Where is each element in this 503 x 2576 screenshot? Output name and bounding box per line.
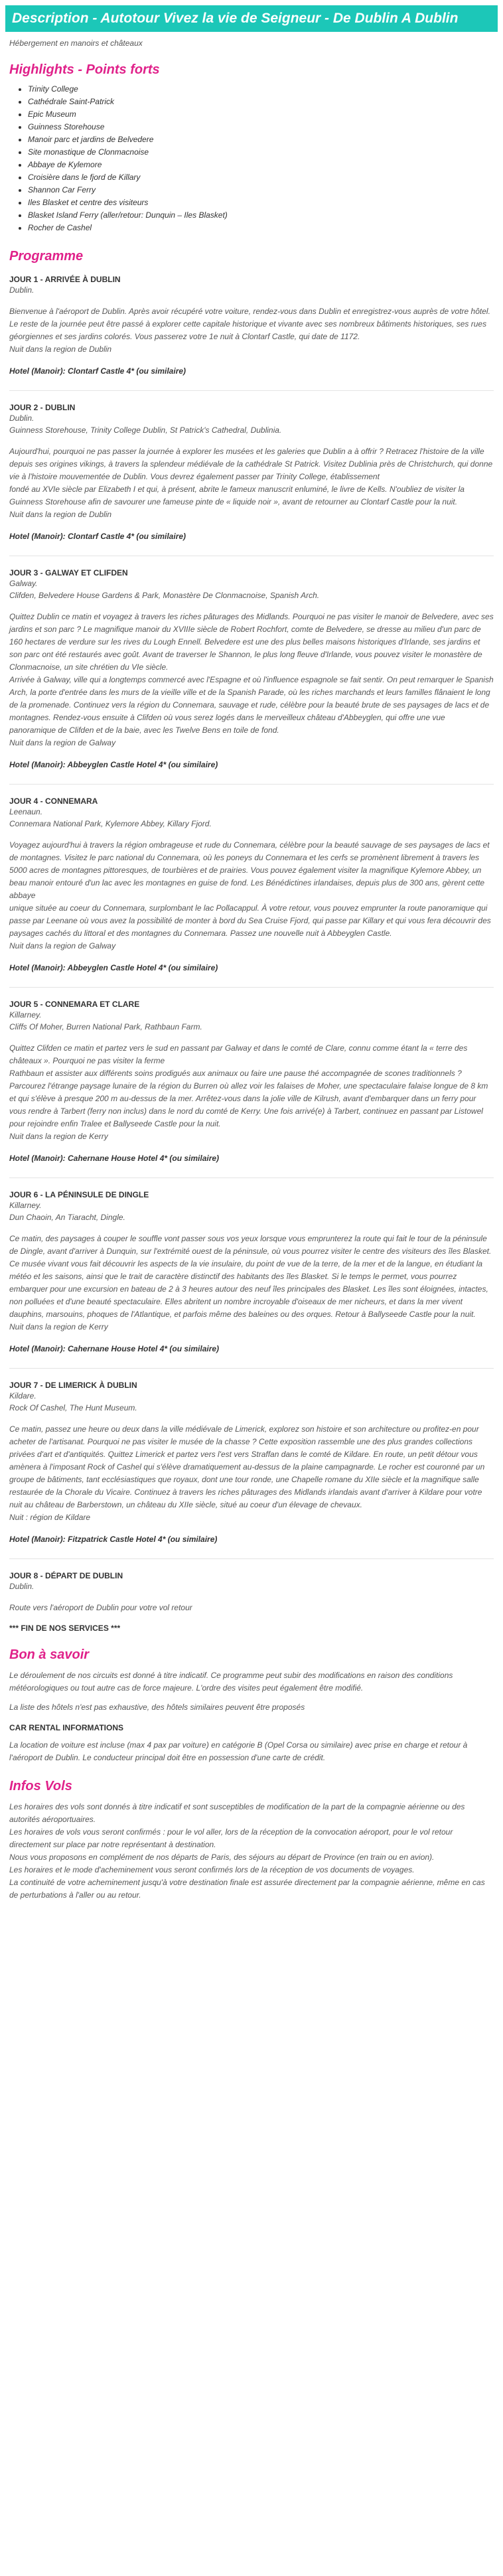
day-description: Bienvenue à l'aéroport de Dublin. Après avoir récupéré votre voiture, rendez-vous dans Dublin et enregistrez-vous auprès de votre hôtel. Le reste de la journée peut être passé à explorer cette capitale historique et vivante avec ses nombreux bâtiments historiques, ses rues géorgiennes et ses jardins colorés. Vous passerez votre 1e nuit à Clontarf Castle, qui date de 1172. Nuit dans la region de Dublin	[9, 307, 490, 354]
day-description: Ce matin, des paysages à couper le souffle vont passer sous vos yeux lorsque vous emprunterez la route qui fait le tour de la péninsule de Dingle, avant d'arriver à Dunquin, sur l'extrémité ouest de la péninsule, où vous pourrez visiter le centre des visiteurs des îles Blasket. Ce musée vivant vous fait découvrir les aspects de la vie insulaire, du point de vue de la terre, de la mer et de la langue, en étudiant la météo et les saisons, ainsi que le trait de caractère distinctif des habitants des îles Blasket. Si le temps le permet, vous pourrez embarquer pour une excursion en bateau de 2 à 3 heures autour des neuf îles principales des Blasket. Les îles sont éloignées, intactes, non polluées et d'une beauté spectaculaire. Elles abritent un nombre incroyable d'oiseaux de mer nicheurs, et dans la mer vivent dauphins, marsouins, phoques de l'Atlantique, et parfois même des baleines ou des orques. Retour à Ballyseede Castle pour la nuit. Nuit dans la region de Kerry	[9, 1234, 492, 1331]
highlight-item: • Blasket Island Ferry (aller/retour: Dunquin – Iles Blasket)	[28, 209, 494, 222]
highlight-item: • Rocher de Cashel	[28, 222, 494, 234]
highlight-item: • Site monastique de Clonmacnoise	[28, 146, 494, 159]
day-title: JOUR 8 - DÉPART DE DUBLIN	[9, 1571, 123, 1580]
highlight-item: • Cathédrale Saint-Patrick	[28, 96, 494, 108]
highlight-item: • Croisière dans le fjord de Killary	[28, 171, 494, 184]
day-description: Quittez Dublin ce matin et voyagez à travers les riches pâturages des Midlands. Pourquoi ne pas visiter le manoir de Belvedere, avec ses jardins et son parc ? Le magnifique manoir du XVIIIe siècle de Robert Rochfort, comte de Belvedere, se dresse au milieu d'un parc de 160 hectares de verdure sur les rives du Lough Ennell. Belvedere est une des plus belles maisons historiques d'Irlande, ses jardins et son parc ont été restaurés avec goût. Avant de traverser le Shannon, le plus long fleuve d'Irlande, vous pouvez visiter le monastère de Clonmacnoise, un site chrétien du VIe siècle. Arrivée à Galway, ville qui a longtemps commercé avec l'Espagne et où l'influence espagnole se fait sentir. On peut remarquer le Spanish Arch, la porte d'entrée dans les murs de la vieille ville et de la Spanish Parade, où les riches marchands et leurs familles flânaient le long de la promenade. Continuez vers la région du Connemara, sauvage et rude, célèbre pour la beauté brute de ses paysages de lacs et de montagnes. Rendez-vous ensuite à Clifden où vous serez logés dans le merveilleux château d'Abbeyglen, qui offre une vue panoramique de Clifden et de la baie, avec les Twelve Bens en toile de fond. Nuit dans la region de Galway	[9, 612, 494, 747]
day-description: Aujourd'hui, pourquoi ne pas passer la journée à explorer les musées et les galeries que Dublin a à offrir ? Retracez l'histoire de la ville depuis ses origines vikings, à travers la splendeur médiévale de la cathédrale St Patrick. Visitez Dublinia près de Christchurch, qui donne vie à l'histoire mouvementée de Dublin. Vous devrez également passer par Trinity College, établissement fondé au XVIe siècle par Elizabeth I et qui, à présent, abrite le fameux manuscrit enluminé, le livre de Kells. N'oubliez de visiter la Guinness Storehouse afin de savourer une fameuse pinte de « liquide noir », avant de retourner au Clontarf Castle pour la nuit. Nuit dans la region de Dublin	[9, 447, 493, 519]
day-title: JOUR 6 - LA PÉNINSULE DE DINGLE	[9, 1190, 149, 1199]
car-rental-text: La location de voiture est incluse (max 4 pax par voiture) en catégorie B (Opel Corsa ou similaire) avec prise en charge et retour à l'aéroport de Dublin. Le conducteur principal doit être en possession d'une carte de crédit.	[9, 1740, 468, 1762]
divider	[9, 987, 494, 988]
day-description: Voyagez aujourd'hui à travers la région ombrageuse et rude du Connemara, célèbre pour la beauté sauvage de ses paysages de lacs et de montagnes. Visitez le parc national du Connemara, où les poneys du Connemara et les cerfs se promènent librement à travers les 5000 acres de montagnes pittoresques, de tourbières et de prairies. Vous pouvez également visiter la magnifique Kylemore Abbey, un beau manoir entouré d'un lac avec les montagnes en guise de fond. Les Bénédictines irlandaises, depuis plus de 300 ans, gèrent cette abbaye unique située au coeur du Connemara, surplombant le lac Pollacappul. À votre retour, vous pouvez emprunter la route panoramique qui passe par Leenane où vous avez la possibilité de monter à bord du Sea Cruise Fjord, qui passe par Killary et qui vous fera découvrir des paysages cachés du littoral et des montagnes du Connemara. Passez une nouvelle nuit à Abbeyglen Castle. Nuit dans la region de Galway	[9, 840, 491, 950]
day-hotel: Hotel (Manoir): Cahernane House Hotel 4* (ou similaire)	[9, 1154, 220, 1163]
day-description: Route vers l'aéroport de Dublin pour votre vol retour	[9, 1603, 192, 1612]
day-sites: Clifden, Belvedere House Gardens & Park, Monastère De Clonmacnoise, Spanish Arch.	[9, 591, 320, 600]
divider	[9, 1177, 494, 1178]
highlights-list	[9, 83, 494, 234]
day-hotel: Hotel (Manoir): Clontarf Castle 4* (ou similaire)	[9, 532, 186, 541]
highlight-item: • Manoir parc et jardins de Belvedere	[28, 133, 494, 146]
day-sites: Connemara National Park, Kylemore Abbey, Killary Fjord.	[9, 819, 212, 828]
day-title: JOUR 5 - CONNEMARA ET CLARE	[9, 1000, 140, 1009]
day-title: JOUR 3 - GALWAY ET CLIFDEN	[9, 568, 128, 577]
day-city: Killarney.	[9, 1201, 42, 1210]
day-title: JOUR 2 - DUBLIN	[9, 403, 76, 412]
day-city: Kildare.	[9, 1391, 36, 1401]
highlight-item: • Abbaye de Kylemore	[28, 159, 494, 171]
document-page	[0, 5, 503, 1915]
good-to-know-paragraph: La liste des hôtels n'est pas exhaustive, des hôtels similaires peuvent être proposés	[9, 1703, 305, 1712]
day-city: Dublin.	[9, 1582, 35, 1591]
day-hotel: Hotel (Manoir): Clontarf Castle 4* (ou similaire)	[9, 366, 186, 376]
day-hotel: Hotel (Manoir): Cahernane House Hotel 4* (ou similaire)	[9, 1344, 220, 1353]
day-section	[9, 568, 494, 769]
day-section	[9, 1190, 494, 1353]
day-description: Quittez Clifden ce matin et partez vers le sud en passant par Galway et dans le comté de Clare, connu comme étant la « terre des châteaux ». Pourquoi ne pas visiter la ferme Rathbaun et assister aux différents soins prodigués aux animaux ou faire une pause thé accompagnée de scones traditionnels ? Parcourez l'étrange paysage lunaire de la région du Burren où allez voir les falaises de Moher, une spectaculaire falaise longue de 8 km et qui s'élève à presque 200 m au-dessus de la mer. Arrêtez-vous dans la jolie ville de Kilrush, avant d'embarquer dans un ferry pour vous rendre à Tarbert (ferry non inclus) dans le nord du comté de Kerry. Une fois arrivé(e) à Tarbert, continuez en passant par Listowel pour rejoindre enfin Tralee et Ballyseede Castle pour la nuit. Nuit dans la region de Kerry	[9, 1043, 488, 1141]
highlight-item: • Shannon Car Ferry	[28, 184, 494, 196]
day-hotel: Hotel (Manoir): Abbeyglen Castle Hotel 4* (ou similaire)	[9, 963, 218, 972]
highlight-item: • Guinness Storehouse	[28, 121, 494, 133]
day-sites: Cliffs Of Moher, Burren National Park, Rathbaun Farm.	[9, 1022, 202, 1031]
day-section	[9, 403, 494, 541]
day-sites: Rock Of Cashel, The Hunt Museum.	[9, 1403, 137, 1412]
day-section	[9, 1381, 494, 1544]
flight-info-heading: Infos Vols	[9, 1779, 72, 1793]
day-title: JOUR 4 - CONNEMARA	[9, 796, 98, 806]
car-rental-heading: CAR RENTAL INFORMATIONS	[9, 1723, 123, 1732]
divider	[9, 784, 494, 785]
good-to-know-paragraph: Le déroulement de nos circuits est donné à titre indicatif. Ce programme peut subir des modifications en raison des conditions météorologiques ou tout autre cas de force majeure. L'ordre des visites peut également être modifié.	[9, 1671, 453, 1693]
day-hotel: Hotel (Manoir): Fitzpatrick Castle Hotel 4* (ou similaire)	[9, 1535, 218, 1544]
program-heading: Programme	[9, 249, 84, 264]
day-section	[9, 275, 494, 376]
divider	[9, 1558, 494, 1559]
day-section	[9, 1000, 494, 1163]
highlight-item: • Iles Blasket et centre des visiteurs	[28, 196, 494, 209]
day-city: Dublin.	[9, 285, 35, 295]
page-subtitle: Hébergement en manoirs et châteaux	[9, 38, 143, 48]
day-sites: Guinness Storehouse, Trinity College Dublin, St Patrick's Cathedral, Dublinia.	[9, 425, 282, 435]
good-to-know-heading: Bon à savoir	[9, 1647, 90, 1662]
day-description: Ce matin, passez une heure ou deux dans la ville médiévale de Limerick, explorez son histoire et son architecture ou profitez-en pour acheter de l'artisanat. Pourquoi ne pas visiter le musée de la chasse ? Cette exposition rassemble une des plus grandes collections privées d'art et d'antiquités. Quittez Limerick et partez vers l'est vers Straffan dans le comté de Kildare. En route, un petit détour vous amènera à l'imposant Rock of Cashel qui s'élève dramatiquement au-dessus de la plaine campagnarde. Le rocher est couronné par un groupe de bâtiments, tant ecclésiastiques que royaux, dont une tour ronde, une Chapelle romane du XIIe siècle et la magnifique salle restaurée de la Chorale du Vicaire. Continuez à travers les riches pâturages des Midlands irlandais avant d'arriver à Kildare pour votre nuit au château de Barberstown, un château du XIIe siècle, situé au coeur d'un élevage de chevaux. Nuit : région de Kildare	[9, 1424, 485, 1522]
highlight-item: • Trinity College	[28, 83, 494, 96]
page-title: Description - Autotour Vivez la vie de Seigneur - De Dublin A Dublin	[5, 5, 498, 32]
day-hotel: Hotel (Manoir): Abbeyglen Castle Hotel 4* (ou similaire)	[9, 760, 218, 769]
day-city: Leenaun.	[9, 807, 43, 816]
day-section	[9, 1571, 494, 1614]
day-title: JOUR 1 - ARRIVÉE À DUBLIN	[9, 275, 121, 284]
day-city: Killarney.	[9, 1010, 42, 1020]
divider	[9, 390, 494, 391]
day-title: JOUR 7 - DE LIMERICK À DUBLIN	[9, 1381, 137, 1390]
day-section	[9, 796, 494, 972]
day-city: Galway.	[9, 579, 38, 588]
day-sites: Dun Chaoin, An Tiaracht, Dingle.	[9, 1213, 125, 1222]
day-city: Dublin.	[9, 414, 35, 423]
end-of-services: *** FIN DE NOS SERVICES ***	[9, 1624, 121, 1633]
flight-info-text: Les horaires des vols sont donnés à titre indicatif et sont susceptibles de modification de la part de la compagnie aérienne ou des autorités aéroportuaires. Les horaires de vols vous seront confirmés : pour le vol aller, lors de la réception de la convocation aéroport, pour le vol retour directement sur place par notre représentant à destination. Nous vous proposons en complément de nos départs de Paris, des séjours au départ de Province (en train ou en avion). Les horaires et le mode d'acheminement vous seront confirmés lors de la réception de vos documents de voyages. La continuité de votre acheminement jusqu'à votre destination finale est assurée directement par la compagnie aérienne, même en cas de perturbations à l'aller ou au retour.	[9, 1802, 485, 1900]
highlights-heading: Highlights - Points forts	[9, 62, 160, 77]
divider	[9, 1368, 494, 1369]
highlight-item: • Epic Museum	[28, 108, 494, 121]
